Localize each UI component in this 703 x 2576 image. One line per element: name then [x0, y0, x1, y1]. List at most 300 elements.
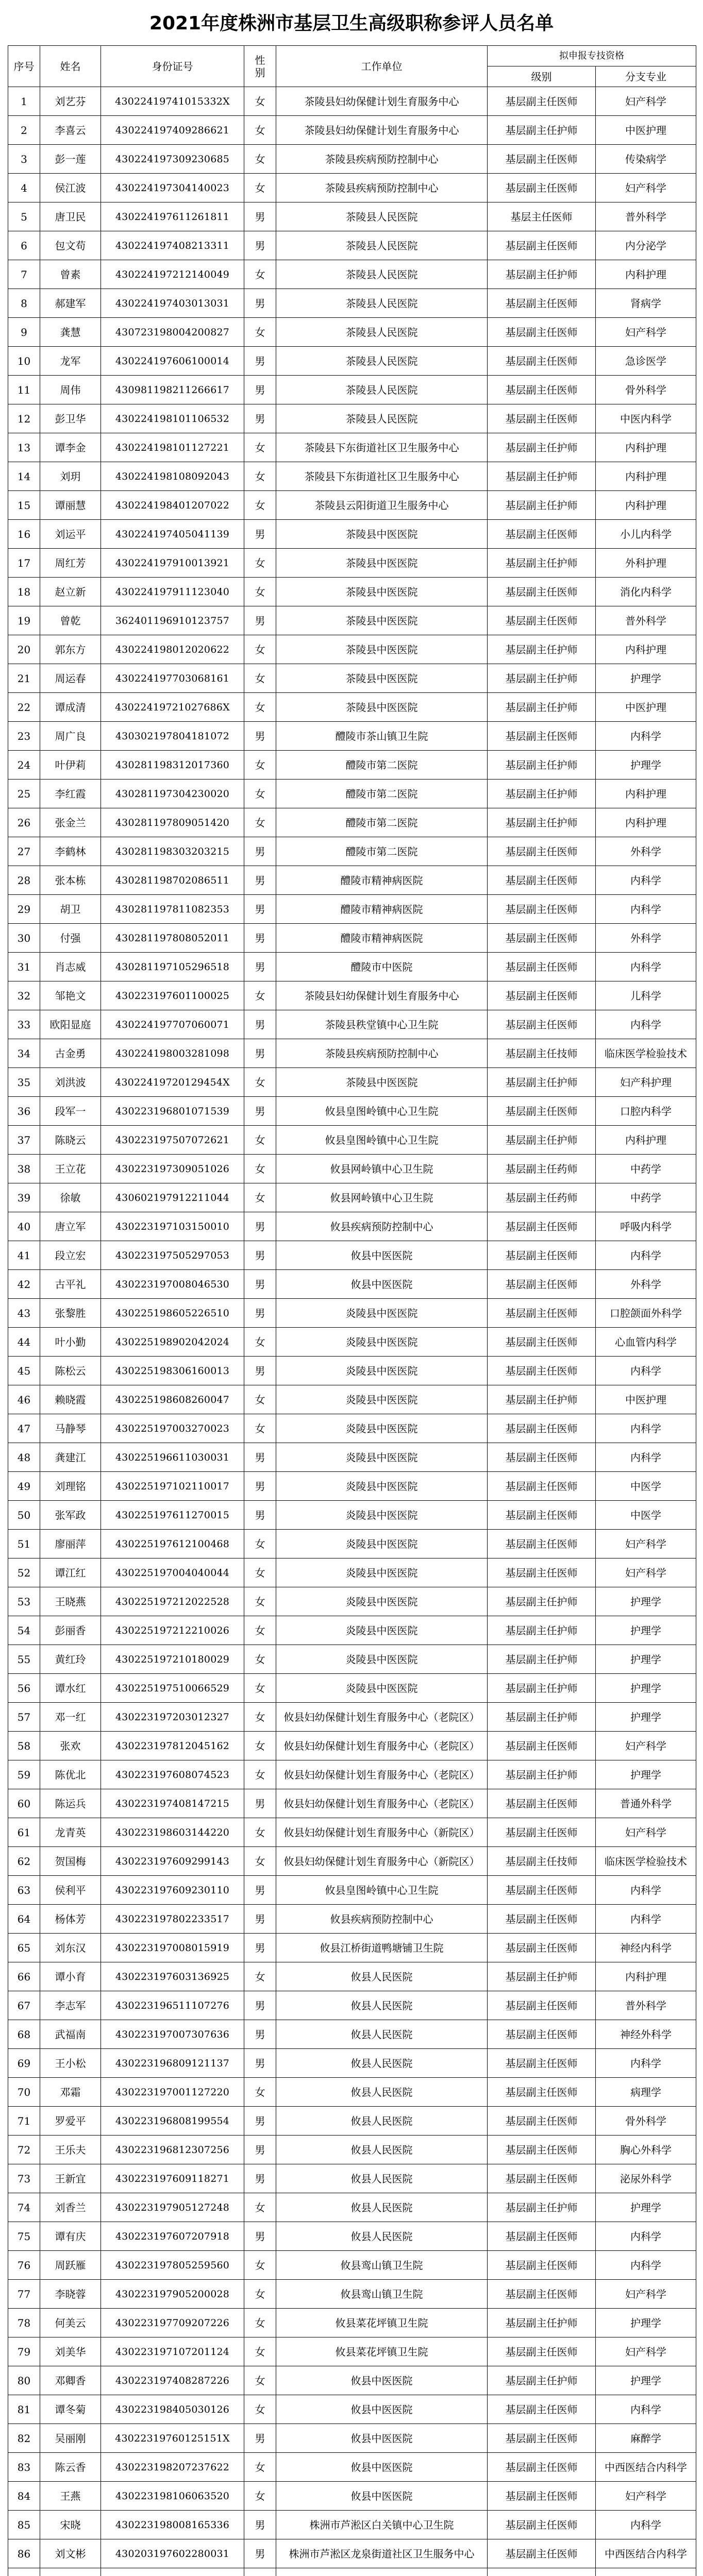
table-row	[8, 549, 696, 578]
cell-gender: 女	[244, 1328, 276, 1357]
cell-level: 基层副主任医师	[488, 1991, 596, 2020]
cell-specialty: 内科护理	[596, 433, 696, 462]
cell-level: 基层副主任医师	[488, 837, 596, 866]
table-row	[8, 231, 696, 260]
cell-unit: 炎陵县中医医院	[276, 1530, 488, 1558]
cell-id: 430302197804181072	[101, 722, 244, 751]
cell-seq: 24	[8, 751, 40, 779]
cell-gender: 女	[244, 174, 276, 202]
cell-gender: 男	[244, 231, 276, 260]
cell-id: 430224198108092043	[101, 462, 244, 491]
cell-level: 基层副主任护师	[488, 1126, 596, 1155]
cell-id: 430223197103150010	[101, 1212, 244, 1241]
cell-unit: 茶陵县人民医院	[276, 404, 488, 433]
table-row	[8, 1097, 696, 1126]
cell-seq: 5	[8, 202, 40, 231]
cell-specialty: 妇产科学	[596, 318, 696, 347]
cell-seq: 41	[8, 1241, 40, 1270]
cell-unit: 茶陵县中医医院	[276, 693, 488, 722]
cell-specialty: 内科学	[596, 895, 696, 924]
cell-specialty: 临床医学检验技术	[596, 1847, 696, 1876]
cell-gender: 男	[244, 1299, 276, 1328]
cell-specialty: 内科学	[596, 2395, 696, 2424]
cell-name: 彭一莲	[40, 145, 101, 174]
table-row	[8, 751, 696, 779]
cell-gender: 男	[244, 866, 276, 895]
table-row	[8, 606, 696, 635]
cell-level: 基层副主任护师	[488, 693, 596, 722]
cell-name: 刘洪波	[40, 1068, 101, 1097]
cell-name: 刘理铭	[40, 1472, 101, 1501]
cell-gender: 男	[244, 2424, 276, 2453]
cell-seq: 39	[8, 1183, 40, 1212]
cell-specialty: 消化内科学	[596, 578, 696, 606]
cell-name: 王立花	[40, 1155, 101, 1183]
cell-gender: 男	[244, 1789, 276, 1818]
table-row	[8, 2366, 696, 2395]
cell-name: 陈云香	[40, 2453, 101, 2482]
cell-unit: 茶陵县人民医院	[276, 202, 488, 231]
cell-name: 廖丽萍	[40, 1530, 101, 1558]
cell-gender: 男	[244, 1039, 276, 1068]
table-row	[8, 837, 696, 866]
cell-gender	[244, 2568, 276, 2576]
cell-level: 基层副主任药师	[488, 1155, 596, 1183]
cell-name: 谭冬菊	[40, 2395, 101, 2424]
cell-name: 邹艳文	[40, 981, 101, 1010]
cell-specialty: 内科学	[596, 1357, 696, 1385]
cell-unit: 醴陵市精神病医院	[276, 895, 488, 924]
cell-unit: 炎陵县中医医院	[276, 1385, 488, 1414]
cell-gender: 女	[244, 145, 276, 174]
cell-unit: 攸县网岭镇中心卫生院	[276, 1183, 488, 1212]
cell-level: 基层副主任医师	[488, 1501, 596, 1530]
cell-specialty: 外科学	[596, 837, 696, 866]
cell-seq: 17	[8, 549, 40, 578]
cell-seq: 31	[8, 953, 40, 981]
table-row	[8, 1703, 696, 1732]
cell-gender: 女	[244, 462, 276, 491]
table-row	[8, 1241, 696, 1270]
cell-specialty: 内分泌学	[596, 231, 696, 260]
cell-level: 基层副主任医师	[488, 2222, 596, 2251]
cell-level: 基层副主任护师	[488, 751, 596, 779]
cell-id: 430225198902042024	[101, 1328, 244, 1357]
table-row	[8, 1645, 696, 1674]
cell-seq: 53	[8, 1587, 40, 1616]
cell-unit: 茶陵县中医医院	[276, 635, 488, 664]
cell-seq: 50	[8, 1501, 40, 1530]
cell-unit: 茶陵县人民医院	[276, 289, 488, 318]
cell-specialty: 普外科学	[596, 606, 696, 635]
cell-name: 武福南	[40, 2020, 101, 2049]
table-row	[8, 1501, 696, 1530]
cell-gender: 男	[244, 1876, 276, 1905]
table-row	[8, 2193, 696, 2222]
cell-specialty	[596, 2568, 696, 2576]
header-level: 级别	[488, 66, 596, 87]
cell-level: 基层副主任护师	[488, 1674, 596, 1703]
cell-level: 基层副主任技师	[488, 1039, 596, 1068]
cell-gender: 男	[244, 2136, 276, 2164]
cell-seq: 65	[8, 1934, 40, 1962]
cell-id: 430223198603144220	[101, 1818, 244, 1847]
cell-level: 基层副主任医师	[488, 2337, 596, 2366]
cell-name: 杨体芳	[40, 1905, 101, 1934]
cell-name: 张黎胜	[40, 1299, 101, 1328]
cell-gender: 男	[244, 1357, 276, 1385]
cell-gender: 女	[244, 693, 276, 722]
cell-specialty: 护理学	[596, 1674, 696, 1703]
cell-unit: 攸县中医医院	[276, 2453, 488, 2482]
cell-seq: 43	[8, 1299, 40, 1328]
cell-name: 周运春	[40, 664, 101, 693]
cell-specialty: 呼吸内科学	[596, 1212, 696, 1241]
cell-level: 基层副主任医师	[488, 2395, 596, 2424]
cell-unit: 炎陵县中医医院	[276, 1587, 488, 1616]
cell-seq: 13	[8, 433, 40, 462]
header-gender-label: 性别	[255, 54, 265, 79]
cell-unit: 茶陵县疾病预防控制中心	[276, 174, 488, 202]
cell-specialty: 护理学	[596, 2193, 696, 2222]
table-row	[8, 1414, 696, 1443]
cell-specialty: 普外科学	[596, 1991, 696, 2020]
cell-gender: 女	[244, 635, 276, 664]
cell-id: 430223197007307636	[101, 2020, 244, 2049]
table-row	[8, 1674, 696, 1703]
cell-seq: 42	[8, 1270, 40, 1299]
cell-seq: 68	[8, 2020, 40, 2049]
table-row	[8, 953, 696, 981]
cell-specialty: 护理学	[596, 2366, 696, 2395]
cell-unit: 株洲市芦淞区白关镇中心卫生院	[276, 2511, 488, 2539]
cell-unit: 攸县疾病预防控制中心	[276, 1905, 488, 1934]
cell-id: 430223197107201124	[101, 2337, 244, 2366]
cell-specialty: 护理学	[596, 1587, 696, 1616]
cell-unit: 攸县妇幼保健计划生育服务中心（新院区）	[276, 1818, 488, 1847]
cell-unit: 茶陵县人民医院	[276, 231, 488, 260]
cell-unit: 醴陵市精神病医院	[276, 924, 488, 953]
cell-seq: 6	[8, 231, 40, 260]
cell-level: 基层副主任医师	[488, 606, 596, 635]
cell-unit: 炎陵县中医医院	[276, 1501, 488, 1530]
table-row	[8, 1212, 696, 1241]
cell-id: 430224198101127221	[101, 433, 244, 462]
cell-name: 马静琴	[40, 1414, 101, 1443]
cell-name: 刘文彬	[40, 2539, 101, 2568]
cell-gender: 女	[244, 2251, 276, 2280]
cell-specialty: 中医护理	[596, 116, 696, 145]
cell-id: 430225197510066529	[101, 1674, 244, 1703]
cell-level: 基层副主任医师	[488, 1241, 596, 1270]
cell-level: 基层副主任医师	[488, 1876, 596, 1905]
cell-name: 谭江红	[40, 1558, 101, 1587]
table-row	[8, 2395, 696, 2424]
cell-name: 侯江波	[40, 174, 101, 202]
header-gender	[244, 46, 276, 87]
cell-id: 430223197309051026	[101, 1155, 244, 1183]
cell-gender: 女	[244, 1847, 276, 1876]
cell-unit: 茶陵县中医医院	[276, 664, 488, 693]
cell-unit: 茶陵县人民医院	[276, 260, 488, 289]
cell-unit: 茶陵县中医医院	[276, 578, 488, 606]
cell-name: 刘运平	[40, 520, 101, 549]
cell-unit: 攸县菜花坪镇卫生院	[276, 2337, 488, 2366]
cell-gender: 男	[244, 2511, 276, 2539]
cell-seq	[8, 2568, 40, 2576]
cell-seq: 55	[8, 1645, 40, 1674]
cell-gender: 男	[244, 404, 276, 433]
cell-name	[40, 2568, 101, 2576]
cell-gender: 女	[244, 1126, 276, 1155]
cell-unit: 茶陵县中医医院	[276, 1068, 488, 1097]
cell-seq: 72	[8, 2136, 40, 2164]
cell-unit: 攸县妇幼保健计划生育服务中心（老院区）	[276, 1789, 488, 1818]
table-row	[8, 1991, 696, 2020]
cell-specialty: 中医学	[596, 1501, 696, 1530]
cell-gender: 男	[244, 1241, 276, 1270]
cell-specialty: 护理学	[596, 2309, 696, 2337]
cell-specialty: 麻醉学	[596, 2424, 696, 2453]
cell-gender: 男	[244, 1991, 276, 2020]
cell-id: 430225197003270023	[101, 1414, 244, 1443]
cell-id: 430223197802233517	[101, 1905, 244, 1934]
cell-id: 430281197809051420	[101, 808, 244, 837]
cell-name: 陈优北	[40, 1760, 101, 1789]
cell-id: 43022419720129454X	[101, 1068, 244, 1097]
table-row	[8, 2164, 696, 2193]
table-row	[8, 1558, 696, 1587]
cell-name: 王燕	[40, 2482, 101, 2511]
cell-name: 贺国梅	[40, 1847, 101, 1876]
cell-level: 基层副主任医师	[488, 1299, 596, 1328]
cell-level: 基层副主任护师	[488, 2309, 596, 2337]
cell-gender: 女	[244, 1558, 276, 1587]
cell-id: 430225198605226510	[101, 1299, 244, 1328]
cell-gender: 男	[244, 1097, 276, 1126]
table-row	[8, 1616, 696, 1645]
cell-specialty: 胸心外科学	[596, 2136, 696, 2164]
cell-unit: 醴陵市精神病医院	[276, 866, 488, 895]
cell-gender: 男	[244, 347, 276, 376]
cell-seq: 29	[8, 895, 40, 924]
table-row	[8, 1876, 696, 1905]
table-row	[8, 1789, 696, 1818]
cell-id: 430225198608260047	[101, 1385, 244, 1414]
cell-specialty: 口腔内科学	[596, 1097, 696, 1126]
cell-name: 李鹤林	[40, 837, 101, 866]
cell-seq: 10	[8, 347, 40, 376]
cell-id: 430223198008165336	[101, 2511, 244, 2539]
cell-id: 430225197102110017	[101, 1472, 244, 1501]
cell-level: 基层副主任医师	[488, 2280, 596, 2309]
cell-specialty: 泌尿外科学	[596, 2164, 696, 2193]
cell-seq: 26	[8, 808, 40, 837]
cell-gender: 男	[244, 202, 276, 231]
cell-unit: 茶陵县中医医院	[276, 606, 488, 635]
cell-name: 邓霜	[40, 2078, 101, 2107]
cell-specialty: 妇产科学	[596, 1530, 696, 1558]
cell-specialty: 中药学	[596, 1183, 696, 1212]
cell-seq: 62	[8, 1847, 40, 1876]
cell-name: 徐敏	[40, 1183, 101, 1212]
cell-unit: 攸县人民医院	[276, 2193, 488, 2222]
cell-gender: 女	[244, 491, 276, 520]
cell-seq: 86	[8, 2539, 40, 2568]
table-row	[8, 2453, 696, 2482]
cell-seq: 9	[8, 318, 40, 347]
cell-id: 430223196812307256	[101, 2136, 244, 2164]
document-title: 2021年度株洲市基层卫生高级职称参评人员名单	[149, 13, 554, 34]
cell-name: 唐立军	[40, 1212, 101, 1241]
cell-seq: 46	[8, 1385, 40, 1414]
cell-level: 基层副主任医师	[488, 289, 596, 318]
cell-id: 430281197808052011	[101, 924, 244, 953]
cell-name: 侯利平	[40, 1876, 101, 1905]
cell-level: 基层副主任医师	[488, 1270, 596, 1299]
cell-gender: 女	[244, 1645, 276, 1674]
cell-level: 基层副主任医师	[488, 2453, 596, 2482]
cell-name: 张金兰	[40, 808, 101, 837]
table-row	[8, 116, 696, 145]
cell-gender: 女	[244, 2309, 276, 2337]
cell-id: 430281197304230020	[101, 779, 244, 808]
cell-unit: 茶陵县云阳街道卫生服务中心	[276, 491, 488, 520]
cell-seq: 78	[8, 2309, 40, 2337]
cell-gender: 男	[244, 1212, 276, 1241]
cell-specialty: 妇产科学	[596, 174, 696, 202]
cell-seq: 64	[8, 1905, 40, 1934]
cell-name: 李红霞	[40, 779, 101, 808]
cell-unit: 攸县中医医院	[276, 1270, 488, 1299]
table-row	[8, 1126, 696, 1155]
table-row	[8, 1962, 696, 1991]
cell-name: 谭成清	[40, 693, 101, 722]
cell-name: 段立宏	[40, 1241, 101, 1270]
cell-level: 基层副主任医师	[488, 1357, 596, 1385]
cell-unit: 攸县人民医院	[276, 1962, 488, 1991]
cell-unit: 攸县人民医院	[276, 2049, 488, 2078]
cell-name: 唐卫民	[40, 202, 101, 231]
table-row	[8, 808, 696, 837]
cell-name: 叶伊莉	[40, 751, 101, 779]
cell-id: 430225197004040044	[101, 1558, 244, 1587]
table-row	[8, 174, 696, 202]
cell-level: 基层副主任护师	[488, 549, 596, 578]
cell-gender: 女	[244, 1732, 276, 1760]
cell-id: 430224197707060071	[101, 1010, 244, 1039]
cell-id: 430223197001127220	[101, 2078, 244, 2107]
cell-seq: 23	[8, 722, 40, 751]
cell-level: 基层副主任护师	[488, 1703, 596, 1732]
cell-level: 基层副主任医师	[488, 2511, 596, 2539]
cell-id: 430223197507072621	[101, 1126, 244, 1155]
cell-gender: 男	[244, 2107, 276, 2136]
cell-unit: 攸县中医医院	[276, 1241, 488, 1270]
table-row	[8, 1905, 696, 1934]
cell-id: 430602197912211044	[101, 1183, 244, 1212]
cell-seq: 36	[8, 1097, 40, 1126]
table-row	[8, 1299, 696, 1328]
cell-specialty: 内科护理	[596, 1962, 696, 1991]
header-qualification: 拟申报专技资格	[488, 46, 696, 66]
cell-gender: 女	[244, 2280, 276, 2309]
cell-seq: 66	[8, 1962, 40, 1991]
cell-level: 基层副主任护师	[488, 260, 596, 289]
cell-gender: 女	[244, 664, 276, 693]
cell-gender: 女	[244, 1183, 276, 1212]
header-name: 姓名	[40, 46, 101, 87]
cell-unit: 炎陵县中医医院	[276, 1616, 488, 1645]
cell-specialty: 骨外科学	[596, 376, 696, 404]
cell-seq: 63	[8, 1876, 40, 1905]
cell-gender: 男	[244, 520, 276, 549]
cell-specialty: 内科护理	[596, 491, 696, 520]
cell-specialty: 妇产科学	[596, 87, 696, 116]
cell-gender: 男	[244, 1905, 276, 1934]
cell-seq: 20	[8, 635, 40, 664]
cell-id: 430223197812045162	[101, 1732, 244, 1760]
cell-seq: 52	[8, 1558, 40, 1587]
cell-gender: 男	[244, 289, 276, 318]
header-seq: 序号	[8, 46, 40, 87]
cell-specialty: 妇产科学	[596, 2280, 696, 2309]
table-row	[8, 981, 696, 1010]
cell-seq: 35	[8, 1068, 40, 1097]
cell-id: 430225197212210026	[101, 1616, 244, 1645]
cell-level: 基层副主任医师	[488, 2049, 596, 2078]
cell-name: 张欢	[40, 1732, 101, 1760]
cell-seq: 47	[8, 1414, 40, 1443]
cell-unit: 炎陵县中医医院	[276, 1357, 488, 1385]
cell-seq: 15	[8, 491, 40, 520]
cell-seq: 75	[8, 2222, 40, 2251]
cell-level: 基层副主任医师	[488, 1414, 596, 1443]
cell-gender: 女	[244, 981, 276, 1010]
cell-name: 王新宜	[40, 2164, 101, 2193]
cell-level: 基层副主任医师	[488, 1328, 596, 1357]
header-specialty: 分支专业	[596, 66, 696, 87]
cell-id: 430224197309230685	[101, 145, 244, 174]
cell-unit: 茶陵县下东街道社区卫生服务中心	[276, 462, 488, 491]
cell-name: 邓卿香	[40, 2366, 101, 2395]
cell-level: 基层副主任医师	[488, 1097, 596, 1126]
cell-name: 王晓燕	[40, 1587, 101, 1616]
cell-seq: 82	[8, 2424, 40, 2453]
cell-unit: 醴陵市茶山镇卫生院	[276, 722, 488, 751]
cell-specialty: 中医护理	[596, 1385, 696, 1414]
cell-name: 叶小勤	[40, 1328, 101, 1357]
cell-level: 基层副主任医师	[488, 1818, 596, 1847]
cell-id: 430223197608074523	[101, 1760, 244, 1789]
cell-specialty: 内科学	[596, 2251, 696, 2280]
cell-unit: 茶陵县妇幼保健计划生育服务中心	[276, 116, 488, 145]
table-row	[8, 1039, 696, 1068]
cell-id: 430223197805259560	[101, 2251, 244, 2280]
cell-level: 基层副主任医师	[488, 2078, 596, 2107]
cell-id: 430224197409286621	[101, 116, 244, 145]
cell-id: 430723198004200827	[101, 318, 244, 347]
cell-gender: 男	[244, 1472, 276, 1501]
cell-level: 基层副主任医师	[488, 1789, 596, 1818]
cell-seq: 22	[8, 693, 40, 722]
cell-id: 430223197709207226	[101, 2309, 244, 2337]
cell-specialty: 小儿内科学	[596, 520, 696, 549]
cell-name: 宋晓	[40, 2511, 101, 2539]
cell-id: 430281197105296518	[101, 953, 244, 981]
cell-seq: 34	[8, 1039, 40, 1068]
cell-unit: 茶陵县疾病预防控制中心	[276, 145, 488, 174]
